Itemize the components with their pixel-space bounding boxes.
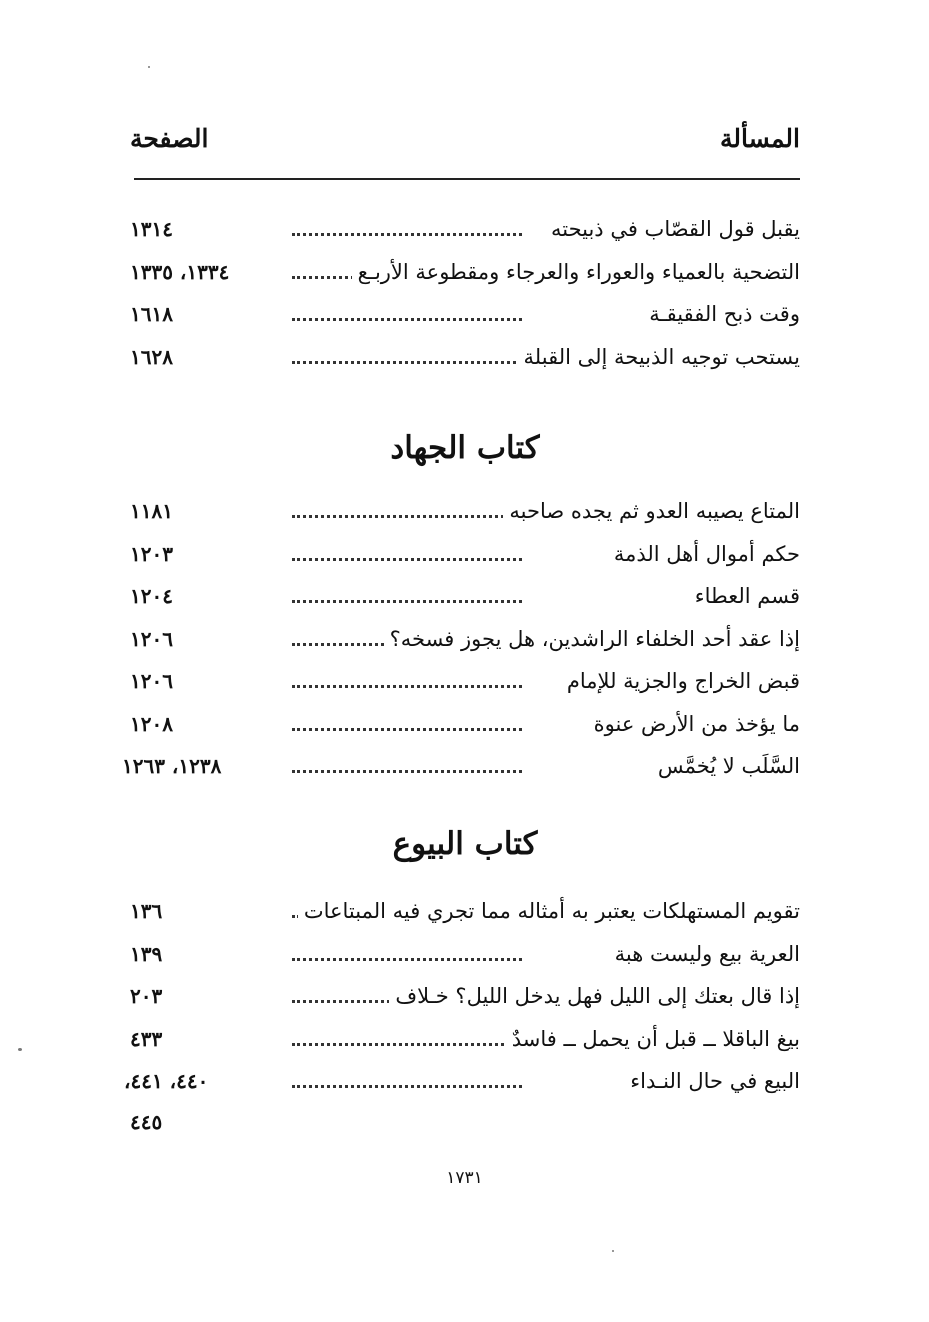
entry-title: البيع في حال النـداء <box>624 1069 800 1093</box>
leader-dots <box>292 1085 522 1088</box>
index-entry <box>130 933 800 976</box>
entry-title: العرية بيع وليست هبة <box>609 942 800 966</box>
entry-title: ما يؤخذ من الأرض عنوة <box>588 712 800 736</box>
entry-pages: ٤٤٠، ٤٤١، <box>124 1069 209 1094</box>
header-divider <box>134 178 800 180</box>
index-entry <box>130 336 800 379</box>
entry-title: يستحب توجيه الذبيحة إلى القبلة <box>518 345 800 369</box>
index-entry <box>130 533 800 576</box>
index-entry <box>124 1060 800 1103</box>
entry-title: قبض الخراج والجزية للإمام <box>561 669 800 693</box>
leader-dots <box>292 318 522 321</box>
leader-dots <box>292 728 522 731</box>
index-section-sales <box>124 890 800 1103</box>
section-heading-sales: كتاب البيوع <box>392 826 538 862</box>
entry-title: إذا عقد أحد الخلفاء الراشدين، هل يجوز فسخه؟ <box>384 627 800 651</box>
entry-pages: ١٢٠٦ <box>130 669 173 694</box>
entry-title: التضحية بالعمياء والعوراء والعرجاء ومقطوعة الأربـع <box>352 260 800 284</box>
leader-dots <box>292 958 522 961</box>
entry-title: حكم أموال أهل الذمة <box>608 542 800 566</box>
entry-pages: ١١٨١ <box>130 499 173 524</box>
entry-pages: ١٣٣٤، ١٣٣٥ <box>130 259 230 284</box>
index-entry <box>130 703 800 746</box>
entry-pages-continuation: ٤٤٥ <box>130 1110 163 1134</box>
index-section-slaughter <box>130 208 800 378</box>
entry-pages: ١٢٠٦ <box>130 626 173 651</box>
index-entry <box>130 208 800 251</box>
leader-dots <box>292 600 522 603</box>
entry-pages: ١٣٩ <box>130 941 163 966</box>
leader-dots <box>292 770 522 773</box>
page-number: ١٧٣١ <box>446 1168 483 1188</box>
index-section-jihad <box>122 490 800 788</box>
index-entry <box>130 660 800 703</box>
index-entry <box>130 251 800 294</box>
scan-speck <box>148 66 150 68</box>
entry-pages: ١٣١٤ <box>130 217 173 242</box>
index-entry <box>130 890 800 933</box>
index-entry <box>130 490 800 533</box>
entry-pages: ١٦١٨ <box>130 302 173 327</box>
index-entry <box>130 1018 800 1061</box>
leader-dots <box>292 361 522 364</box>
entry-title: إذا قال بعتك إلى الليل فهل يدخل الليل؟ خـلاف <box>389 984 800 1008</box>
header-issue-label: المسألة <box>720 123 800 153</box>
entry-pages: ١٣٦ <box>130 899 163 924</box>
entry-pages: ١٢٠٣ <box>130 541 173 566</box>
leader-dots <box>292 233 522 236</box>
index-entry <box>130 575 800 618</box>
entry-pages: ١٦٢٨ <box>130 344 173 369</box>
header-page-label: الصفحة <box>130 123 209 153</box>
leader-dots <box>292 1043 522 1046</box>
index-entry <box>130 975 800 1018</box>
entry-pages: ١٢٠٨ <box>130 711 173 736</box>
entry-pages: ٤٣٣ <box>130 1026 163 1051</box>
entry-pages: ١٢٠٤ <box>130 584 173 609</box>
entry-title: وقت ذبح الفقيقـة <box>643 302 800 326</box>
index-entry <box>130 618 800 661</box>
entry-title: تقويم المستهلكات يعتبر به أمثاله مما تجري فيه المبتاعات <box>298 899 800 923</box>
entry-title: السَّلَب لا يُخمَّس <box>652 754 800 778</box>
entry-title: يقبل قول القصّاب في ذبيحته <box>545 217 800 241</box>
column-header <box>130 118 800 158</box>
entry-title: قسم العطاء <box>689 584 800 608</box>
leader-dots <box>292 515 522 518</box>
entry-title: المتاع يصيبه العدو ثم يجده صاحبه <box>503 499 800 523</box>
entry-pages: ٢٠٣ <box>130 984 163 1009</box>
index-entry <box>130 293 800 336</box>
scan-speck <box>18 1048 22 1051</box>
leader-dots <box>292 685 522 688</box>
scan-speck <box>612 1250 614 1252</box>
index-entry <box>122 745 800 788</box>
entry-title: بيغ الباقلا ــ قبل أن يحمل ــ فاسدٌ <box>506 1027 800 1051</box>
leader-dots <box>292 558 522 561</box>
entry-pages: ١٢٣٨، ١٢٦٣ <box>122 754 222 779</box>
section-heading-jihad: كتاب الجهاد <box>390 430 540 466</box>
